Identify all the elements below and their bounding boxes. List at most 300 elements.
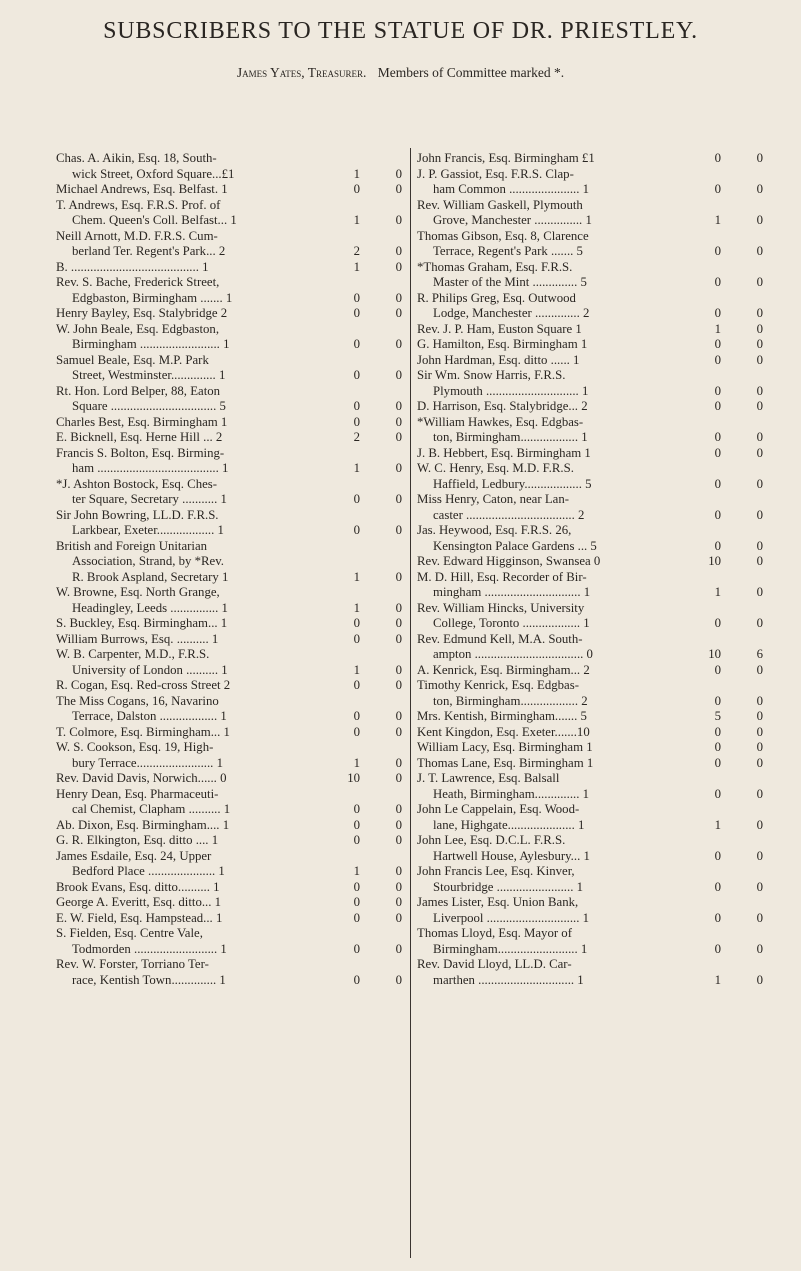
pence-value: 0 — [395, 213, 402, 227]
subscriber-text: Charles Best, Esq. Birmingham 1 — [56, 414, 228, 429]
pence-value: 6 — [756, 647, 763, 661]
subscriber-line — [56, 554, 402, 570]
subscriber-line — [417, 818, 763, 834]
subscriber-text: Francis S. Bolton, Esq. Birming- — [56, 445, 225, 460]
subscriber-text: College, Toronto .................. 1 — [433, 616, 590, 630]
subscriber-line — [417, 306, 763, 322]
shillings-value: 0 — [353, 306, 360, 320]
subscriber-line — [56, 167, 402, 183]
amount-shillings-pence — [701, 353, 763, 369]
amount-shillings-pence — [701, 694, 763, 710]
subscriber-text: Larkbear, Exeter.................. 1 — [72, 523, 224, 537]
subscriber-text: W. C. Henry, Esq. M.D. F.R.S. — [417, 461, 574, 475]
amount-shillings-pence — [701, 585, 763, 601]
pence-value: 0 — [756, 151, 763, 165]
subscriber-line — [56, 198, 402, 214]
subscriber-line — [56, 694, 402, 710]
pence-value: 0 — [756, 755, 763, 770]
amount-shillings-pence — [701, 973, 763, 989]
amount-shillings-pence — [340, 616, 402, 632]
subscriber-text: Rev. W. Forster, Torriano Ter- — [56, 957, 209, 971]
subscriber-line — [56, 399, 402, 415]
shillings-value: 0 — [714, 244, 721, 258]
shillings-value: 0 — [353, 492, 360, 506]
amount-shillings-pence — [340, 895, 402, 911]
pence-value: 0 — [756, 244, 763, 258]
shillings-value: 10 — [347, 771, 360, 785]
subscriber-line — [417, 337, 763, 353]
amount-shillings-pence — [701, 756, 763, 772]
pence-value: 0 — [395, 771, 402, 785]
pence-value: 0 — [395, 941, 402, 956]
subscriber-line — [56, 291, 402, 307]
subscriber-line — [56, 182, 402, 198]
subscriber-text: University of London .......... 1 — [72, 662, 228, 677]
subscriber-line — [417, 694, 763, 710]
subscriber-line — [56, 647, 402, 663]
shillings-value: 0 — [353, 895, 360, 909]
pence-value: 0 — [395, 182, 402, 196]
subscriber-line — [417, 864, 763, 880]
shillings-value: 0 — [353, 337, 360, 351]
subscriber-text: J. B. Hebbert, Esq. Birmingham 1 — [417, 445, 591, 460]
amount-shillings-pence — [701, 430, 763, 446]
subscriber-line — [56, 849, 402, 865]
subscriber-text: S. Fielden, Esq. Centre Vale, — [56, 926, 203, 940]
subscriber-line — [417, 539, 763, 555]
subscriber-text: E. W. Field, Esq. Hampstead... 1 — [56, 910, 223, 925]
subscriber-text: Bedford Place ..................... 1 — [72, 864, 225, 878]
shillings-value: 0 — [353, 414, 360, 429]
subscriber-text: James Esdaile, Esq. 24, Upper — [56, 848, 212, 863]
pence-value: 0 — [756, 538, 763, 553]
pence-value: 0 — [756, 182, 763, 196]
amount-shillings-pence — [701, 740, 763, 756]
amount-shillings-pence — [340, 399, 402, 415]
shillings-value: 0 — [714, 740, 721, 754]
subscriber-line — [56, 260, 402, 276]
subscriber-line — [56, 213, 402, 229]
subscriber-text: Birmingham ......................... 1 — [72, 337, 230, 351]
pence-value: 0 — [395, 879, 402, 894]
amount-shillings-pence — [340, 461, 402, 477]
shillings-value: 1 — [353, 166, 360, 181]
subscriber-line — [56, 973, 402, 989]
pence-value: 0 — [756, 275, 763, 289]
amount-shillings-pence — [701, 709, 763, 725]
subscriber-text: lane, Highgate..................... 1 — [433, 817, 585, 832]
subscriber-text: Michael Andrews, Esq. Belfast. 1 — [56, 182, 228, 196]
subscriber-text: Headingley, Leeds ............... 1 — [72, 600, 228, 615]
subscriber-text: Sir Wm. Snow Harris, F.R.S. — [417, 368, 566, 382]
pence-value: 0 — [395, 399, 402, 413]
pence-value: 0 — [756, 213, 763, 227]
subscriber-text: G. R. Elkington, Esq. ditto .... 1 — [56, 833, 219, 847]
amount-shillings-pence — [701, 818, 763, 834]
amount-shillings-pence — [340, 973, 402, 989]
amount-shillings-pence — [701, 942, 763, 958]
subscriber-line — [56, 461, 402, 477]
amount-shillings-pence — [701, 337, 763, 353]
subscriber-text: *Thomas Graham, Esq. F.R.S. — [417, 259, 573, 274]
subscriber-line — [417, 585, 763, 601]
amount-shillings-pence — [701, 322, 763, 338]
subscriber-text: Thomas Lane, Esq. Birmingham 1 — [417, 755, 594, 770]
subscriber-line — [417, 477, 763, 493]
pence-value: 0 — [395, 290, 402, 305]
subscriber-text: Chem. Queen's Coll. Belfast... 1 — [72, 213, 237, 227]
amount-shillings-pence — [340, 306, 402, 322]
subscriber-line — [56, 616, 402, 632]
amount-shillings-pence — [340, 570, 402, 586]
subscriber-text: Chas. A. Aikin, Esq. 18, South- — [56, 151, 217, 165]
amount-shillings-pence — [701, 384, 763, 400]
amount-shillings-pence — [340, 678, 402, 694]
shillings-value: 0 — [714, 445, 721, 460]
shillings-value: 0 — [353, 941, 360, 956]
subscriber-text: Kensington Palace Gardens ... 5 — [433, 538, 597, 553]
subscriber-line — [417, 384, 763, 400]
subscriber-line — [417, 911, 763, 927]
subscriber-line — [56, 384, 402, 400]
amount-shillings-pence — [340, 833, 402, 849]
amount-shillings-pence — [701, 306, 763, 322]
subscriber-text: A. Kenrick, Esq. Birmingham... 2 — [417, 662, 590, 677]
amount-shillings-pence — [340, 663, 402, 679]
amount-shillings-pence — [701, 275, 763, 291]
pence-value: 0 — [756, 337, 763, 351]
shillings-value: 5 — [714, 709, 721, 723]
subscriber-line — [56, 244, 402, 260]
subscriber-line — [56, 337, 402, 353]
subscriber-line — [56, 632, 402, 648]
subscriber-text: William Burrows, Esq. .......... 1 — [56, 631, 219, 646]
amount-shillings-pence — [701, 508, 763, 524]
amount-shillings-pence — [340, 291, 402, 307]
subscriber-text: marthen .............................. 1 — [433, 972, 584, 987]
subscriber-text: M. D. Hill, Esq. Recorder of Bir- — [417, 569, 587, 584]
pence-value: 0 — [756, 724, 763, 739]
pence-value: 0 — [756, 910, 763, 925]
pence-value: 0 — [756, 430, 763, 444]
amount-shillings-pence — [340, 802, 402, 818]
subscriber-line — [417, 973, 763, 989]
subscriber-line — [56, 151, 402, 167]
amount-shillings-pence — [340, 756, 402, 772]
subscriber-line — [417, 957, 763, 973]
subscriber-text: J. P. Gassiot, Esq. F.R.S. Clap- — [417, 166, 574, 181]
pence-value: 0 — [756, 554, 763, 568]
shillings-value: 0 — [353, 368, 360, 382]
subscriber-text: D. Harrison, Esq. Stalybridge... 2 — [417, 399, 588, 413]
subscriber-line — [417, 167, 763, 183]
pence-value: 0 — [395, 802, 402, 816]
treasurer-and-committee-note — [0, 65, 801, 81]
pence-value: 0 — [395, 430, 402, 444]
subscriber-line — [417, 291, 763, 307]
subscriber-text: Terrace, Regent's Park ....... 5 — [433, 244, 583, 258]
shillings-value: 1 — [353, 461, 360, 475]
shillings-value: 0 — [714, 755, 721, 770]
subscriber-line — [417, 492, 763, 508]
subscriber-line — [417, 833, 763, 849]
subscriber-text: Kent Kingdon, Esq. Exeter.......10 — [417, 724, 590, 739]
pence-value: 0 — [395, 600, 402, 615]
subscriber-line — [56, 942, 402, 958]
subscriber-line — [417, 942, 763, 958]
subscriber-line — [56, 585, 402, 601]
subscriber-text: Grove, Manchester ............... 1 — [433, 213, 592, 227]
pence-value: 0 — [395, 895, 402, 909]
subscriber-line — [56, 926, 402, 942]
subscriber-line — [417, 399, 763, 415]
subscriber-text: J. T. Lawrence, Esq. Balsall — [417, 771, 560, 785]
subscriber-line — [56, 740, 402, 756]
subscriber-text: Jas. Heywood, Esq. F.R.S. 26, — [417, 523, 572, 537]
subscriber-text: Association, Strand, by *Rev. — [72, 554, 225, 568]
subscriber-text: T. Colmore, Esq. Birmingham... 1 — [56, 724, 230, 739]
subscriber-text: Edgbaston, Birmingham ....... 1 — [72, 290, 233, 305]
shillings-value: 0 — [353, 879, 360, 894]
page-title: SUBSCRIBERS TO THE STATUE OF DR. PRIESTLEY. — [103, 18, 698, 44]
shillings-value: 0 — [353, 709, 360, 723]
shillings-value: 0 — [353, 833, 360, 847]
subscriber-text: Todmorden .......................... 1 — [72, 941, 227, 956]
subscriber-line — [56, 523, 402, 539]
amount-shillings-pence — [701, 880, 763, 896]
shillings-value: 1 — [353, 600, 360, 615]
amount-shillings-pence — [340, 911, 402, 927]
pence-value: 0 — [395, 724, 402, 739]
pence-value: 0 — [756, 709, 763, 723]
subscriber-line — [417, 415, 763, 431]
pence-value: 0 — [395, 259, 402, 274]
pence-value: 0 — [756, 693, 763, 708]
subscriber-text: Lodge, Manchester .............. 2 — [433, 306, 590, 320]
shillings-value: 1 — [353, 864, 360, 878]
subscriber-line — [417, 616, 763, 632]
subscriber-text: Rev. David Davis, Norwich...... 0 — [56, 771, 227, 785]
subscriber-line — [417, 771, 763, 787]
subscriber-line — [56, 415, 402, 431]
shillings-value: 0 — [714, 337, 721, 351]
shillings-value: 0 — [714, 616, 721, 630]
amount-shillings-pence — [340, 492, 402, 508]
subscriber-line — [417, 570, 763, 586]
subscriber-text: The Miss Cogans, 16, Navarino — [56, 693, 219, 708]
subscriber-text: race, Kentish Town.............. 1 — [72, 972, 226, 987]
pence-value: 0 — [395, 244, 402, 258]
subscriber-text: Haffield, Ledbury.................. 5 — [433, 476, 592, 491]
shillings-value: 0 — [353, 910, 360, 925]
amount-shillings-pence — [340, 415, 402, 431]
subscriber-text: British and Foreign Unitarian — [56, 538, 208, 553]
subscriber-line — [417, 849, 763, 865]
amount-shillings-pence — [701, 663, 763, 679]
subscriber-text: cal Chemist, Clapham .......... 1 — [72, 802, 231, 816]
shillings-value: 0 — [353, 678, 360, 692]
subscriber-text: S. Buckley, Esq. Birmingham... 1 — [56, 616, 228, 630]
subscriber-text: James Lister, Esq. Union Bank, — [417, 895, 579, 909]
subscriber-text: John Francis, Esq. Birmingham £1 — [417, 151, 595, 165]
shillings-value: 0 — [714, 507, 721, 522]
subscriber-line — [417, 880, 763, 896]
subscriber-line — [56, 787, 402, 803]
pence-value: 0 — [756, 321, 763, 336]
subscriber-line — [56, 275, 402, 291]
subscriber-line — [417, 213, 763, 229]
subscriber-line — [56, 957, 402, 973]
shillings-value: 0 — [353, 724, 360, 739]
shillings-value: 0 — [714, 430, 721, 444]
subscriber-line — [56, 663, 402, 679]
subscriber-line — [417, 756, 763, 772]
pence-value: 0 — [395, 709, 402, 723]
subscriber-line — [56, 229, 402, 245]
shillings-value: 0 — [353, 399, 360, 413]
pence-value: 0 — [395, 337, 402, 351]
pence-value: 0 — [395, 569, 402, 584]
subscriber-line — [417, 523, 763, 539]
shillings-value: 0 — [353, 616, 360, 630]
amount-shillings-pence — [701, 849, 763, 865]
shillings-value: 0 — [714, 383, 721, 398]
subscriber-column-left — [56, 151, 402, 988]
pence-value: 0 — [756, 616, 763, 630]
amount-shillings-pence — [701, 399, 763, 415]
amount-shillings-pence — [701, 725, 763, 741]
shillings-value: 0 — [714, 848, 721, 863]
committee-note: Members of Committee marked *. — [377, 65, 565, 80]
subscriber-text: Plymouth ............................. 1 — [433, 383, 589, 398]
subscriber-text: Mrs. Kentish, Birmingham....... 5 — [417, 709, 587, 723]
subscriber-text: caster .................................. 2 — [433, 507, 585, 522]
amount-shillings-pence — [701, 539, 763, 555]
pence-value: 0 — [756, 786, 763, 801]
subscriber-line — [56, 756, 402, 772]
subscriber-line — [417, 554, 763, 570]
subscriber-line — [56, 725, 402, 741]
subscriber-line — [417, 353, 763, 369]
amount-shillings-pence — [701, 182, 763, 198]
subscriber-text: Master of the Mint .............. 5 — [433, 275, 587, 289]
pence-value: 0 — [395, 833, 402, 847]
subscriber-text: Rt. Hon. Lord Belper, 88, Eaton — [56, 383, 221, 398]
shillings-value: 0 — [353, 972, 360, 987]
subscriber-text: Henry Dean, Esq. Pharmaceuti- — [56, 786, 219, 801]
shillings-value: 0 — [714, 306, 721, 320]
pence-value: 0 — [395, 864, 402, 878]
subscriber-text: B. ........................................ 1 — [56, 259, 209, 274]
amount-shillings-pence — [340, 167, 402, 183]
shillings-value: 1 — [714, 817, 721, 832]
pence-value: 0 — [395, 817, 402, 832]
subscriber-line — [417, 198, 763, 214]
subscriber-line — [56, 492, 402, 508]
subscriber-line — [417, 322, 763, 338]
subscriber-line — [56, 818, 402, 834]
amount-shillings-pence — [701, 911, 763, 927]
subscriber-line — [56, 353, 402, 369]
subscriber-text: W. John Beale, Esq. Edgbaston, — [56, 321, 220, 336]
amount-shillings-pence — [701, 554, 763, 570]
subscriber-line — [56, 477, 402, 493]
subscriber-line — [417, 725, 763, 741]
subscriber-text: bury Terrace........................ 1 — [72, 755, 223, 770]
pence-value: 0 — [395, 368, 402, 382]
shillings-value: 1 — [714, 972, 721, 987]
subscriber-text: Rev. William Gaskell, Plymouth — [417, 197, 583, 212]
subscriber-line — [56, 508, 402, 524]
subscriber-text: Heath, Birmingham.............. 1 — [433, 786, 590, 801]
pence-value: 0 — [756, 662, 763, 677]
pence-value: 0 — [756, 972, 763, 987]
shillings-value: 2 — [353, 430, 360, 444]
subscriber-text: Rev. J. P. Ham, Euston Square 1 — [417, 321, 582, 336]
subscriber-line — [56, 570, 402, 586]
pence-value: 0 — [395, 492, 402, 506]
subscriber-text: ter Square, Secretary ........... 1 — [72, 492, 227, 506]
subscriber-line — [56, 601, 402, 617]
amount-shillings-pence — [701, 616, 763, 632]
subscriber-text: Henry Bayley, Esq. Stalybridge 2 — [56, 306, 228, 320]
subscriber-text: Birmingham......................... 1 — [433, 941, 588, 956]
subscriber-line — [56, 306, 402, 322]
pence-value: 0 — [756, 399, 763, 413]
subscriber-line — [56, 880, 402, 896]
subscriber-text: ton, Birmingham.................. 1 — [433, 430, 588, 444]
pence-value: 0 — [756, 507, 763, 522]
amount-shillings-pence — [340, 337, 402, 353]
subscriber-line — [417, 632, 763, 648]
subscriber-line — [56, 895, 402, 911]
pence-value: 0 — [756, 848, 763, 863]
pence-value: 0 — [395, 678, 402, 692]
subscriber-line — [56, 368, 402, 384]
subscriber-text: Rev. William Hincks, University — [417, 600, 585, 615]
subscriber-line — [56, 802, 402, 818]
subscriber-line — [417, 275, 763, 291]
amount-shillings-pence — [340, 523, 402, 539]
pence-value: 0 — [756, 352, 763, 367]
subscriber-text: berland Ter. Regent's Park... 2 — [72, 244, 226, 258]
amount-shillings-pence — [701, 647, 763, 663]
shillings-value: 1 — [353, 259, 360, 274]
subscriber-text: ham ...................................... 1 — [72, 461, 229, 475]
amount-shillings-pence — [340, 260, 402, 276]
subscriber-text: Stourbridge ........................ 1 — [433, 879, 584, 894]
shillings-value: 0 — [714, 662, 721, 677]
subscriber-text: William Lacy, Esq. Birmingham 1 — [417, 740, 593, 754]
subscriber-line — [417, 182, 763, 198]
subscriber-line — [56, 709, 402, 725]
pence-value: 0 — [756, 585, 763, 599]
subscriber-text: Square ................................. 5 — [72, 399, 226, 413]
amount-shillings-pence — [701, 244, 763, 260]
shillings-value: 0 — [353, 631, 360, 646]
shillings-value: 0 — [714, 879, 721, 894]
pence-value: 0 — [756, 476, 763, 491]
subscriber-line — [417, 244, 763, 260]
subscriber-text: R. Cogan, Esq. Red-cross Street 2 — [56, 678, 231, 692]
amount-shillings-pence — [340, 942, 402, 958]
shillings-value: 0 — [714, 724, 721, 739]
amount-shillings-pence — [701, 151, 763, 167]
subscriber-line — [56, 446, 402, 462]
subscriber-text: W. Browne, Esq. North Grange, — [56, 585, 220, 599]
subscriber-line — [417, 709, 763, 725]
amount-shillings-pence — [340, 632, 402, 648]
